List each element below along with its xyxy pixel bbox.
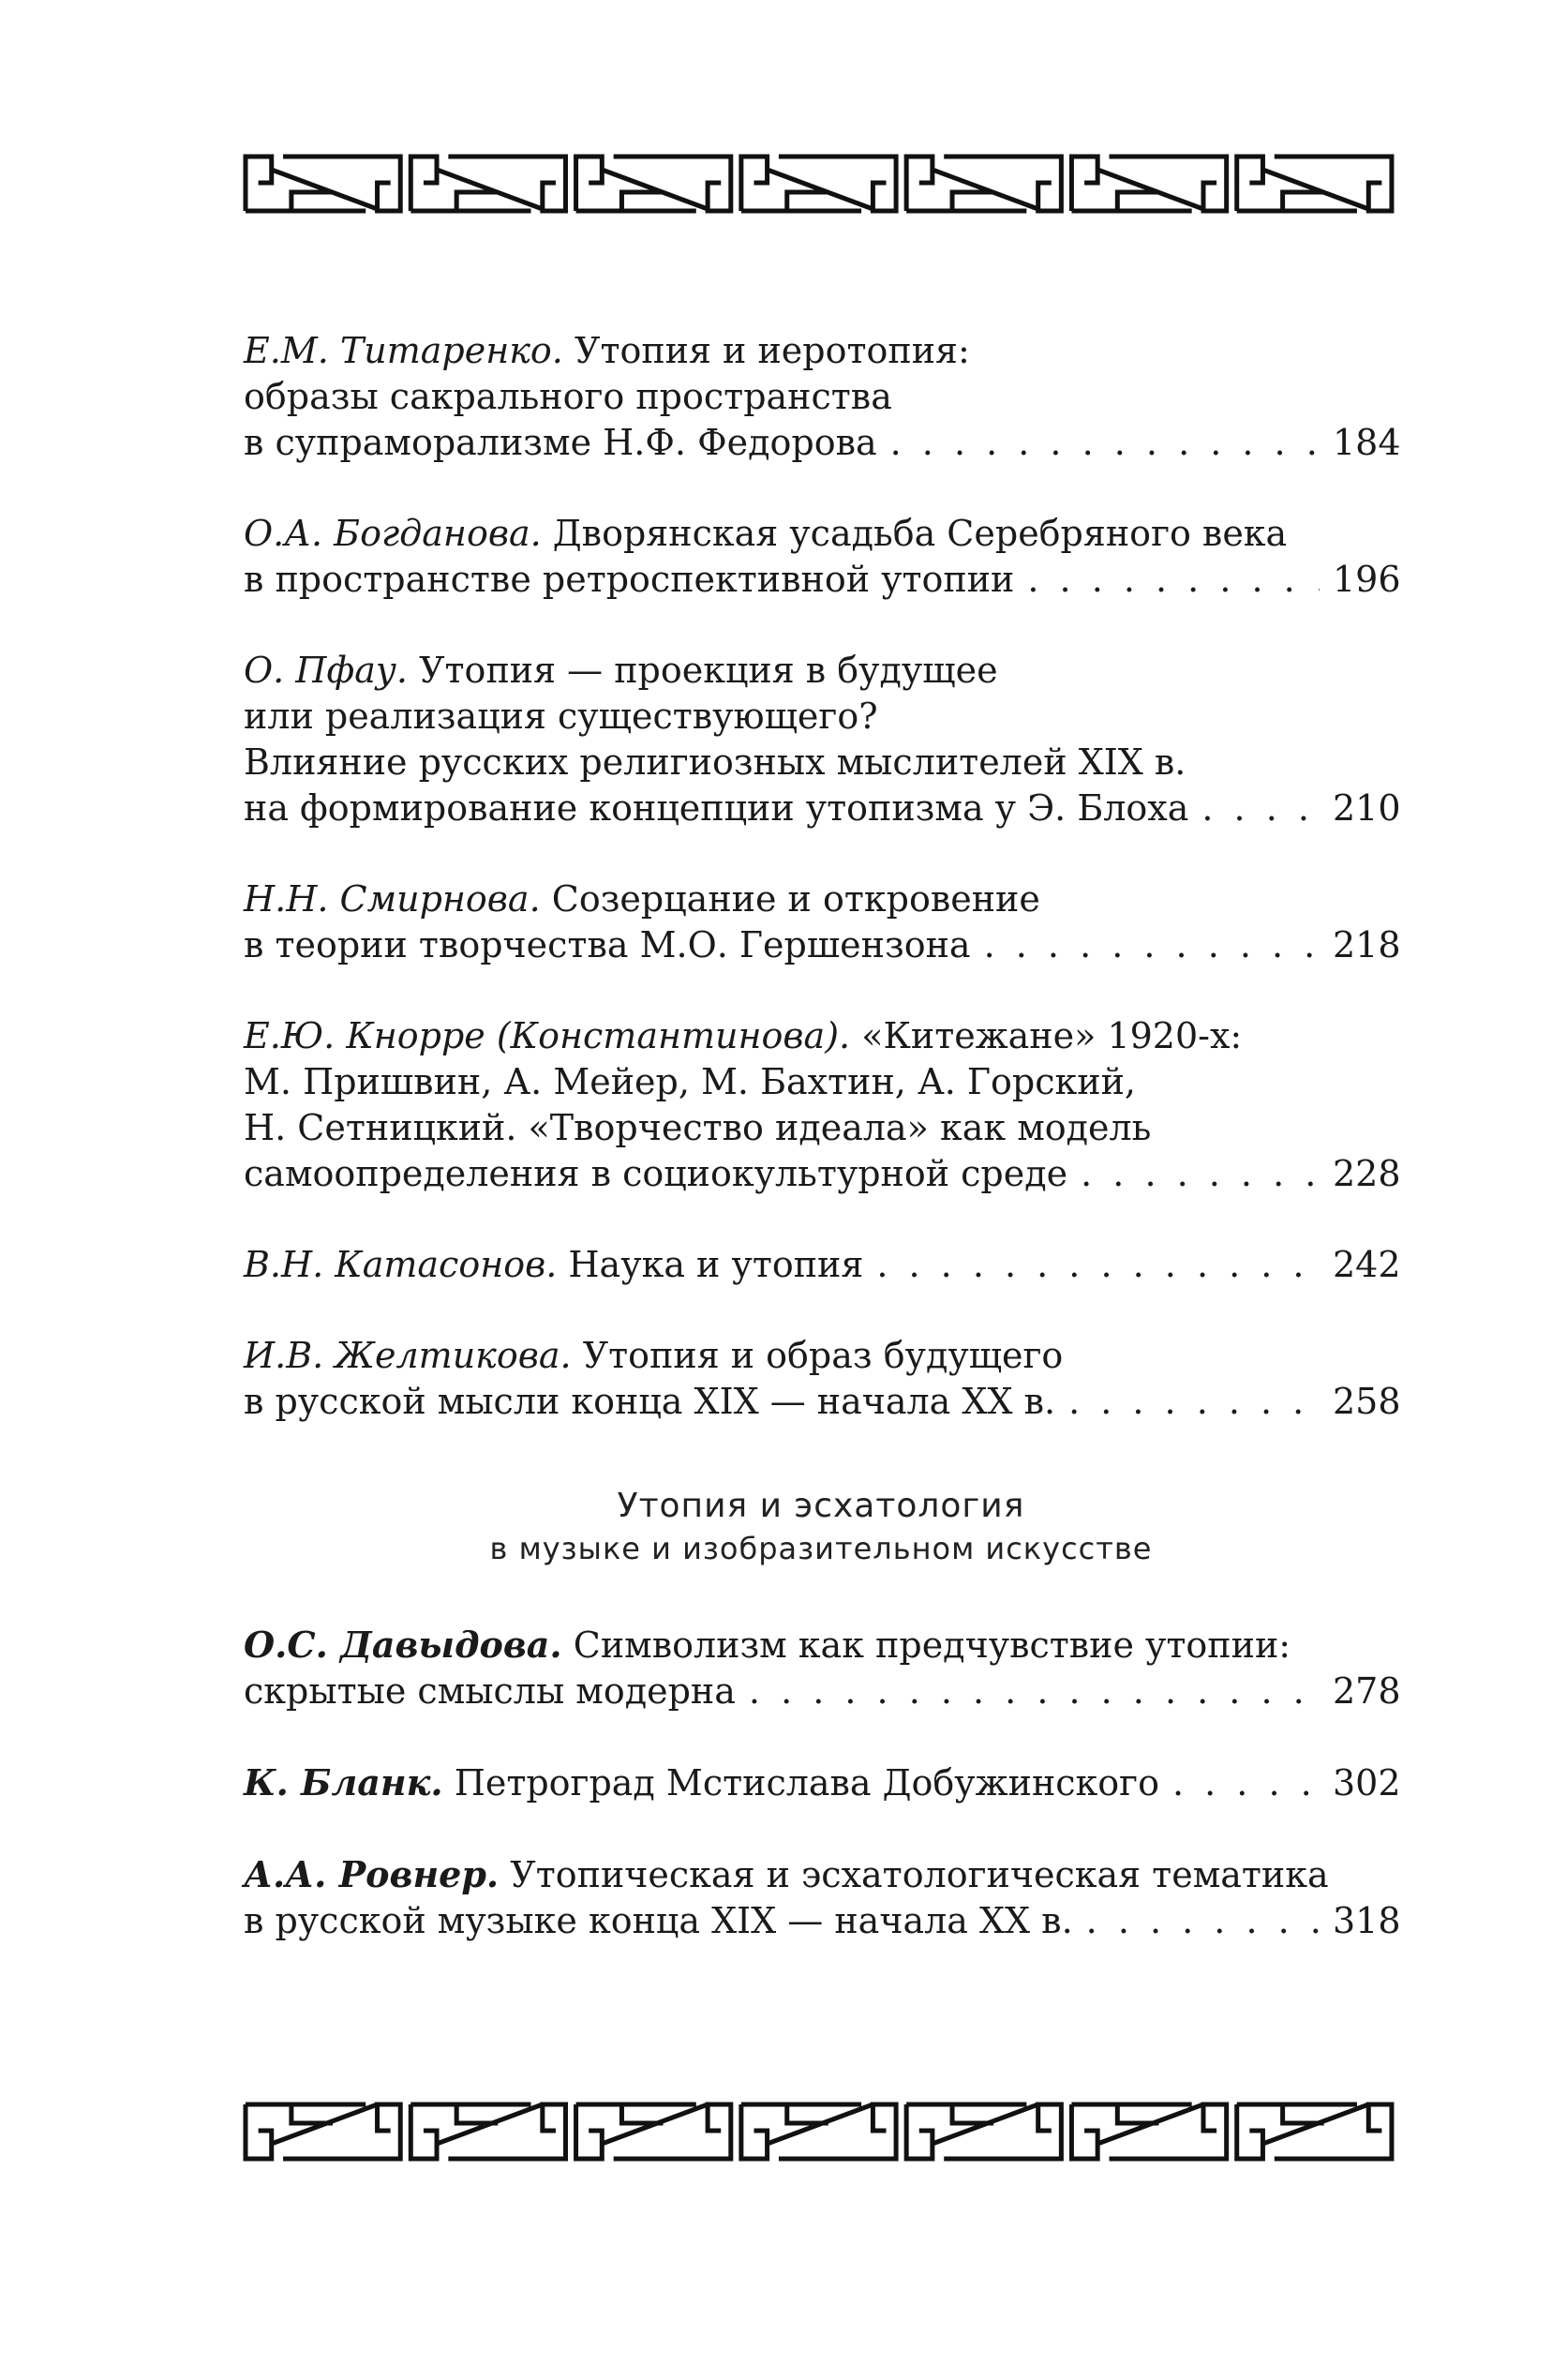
entry-title-line: Утопическая и эсхатологическая тематика [510,1854,1329,1895]
entry-title-line: М. Пришвин, А. Мейер, М. Бахтин, А. Горский, [244,1061,1137,1102]
page-number: 218 [1333,924,1401,965]
page-number: 210 [1333,787,1401,829]
ornament-tile [741,2104,896,2159]
dot-leader [1086,1898,1320,1944]
dot-leader [1068,1379,1320,1425]
entry-title-last-line: Петроград Мстислава Добужинского [454,1762,1159,1804]
ornament-tile [246,2104,400,2159]
entry-title-line: Дворянская усадьба Серебряного века [552,513,1288,554]
toc-entry-titarenko[interactable] [244,328,1401,466]
ornament-bottom-icon [242,2093,1398,2168]
section-heading [244,1485,1398,1569]
page-number: 184 [1333,422,1401,463]
page-number: 258 [1333,1381,1401,1422]
ornament-tile [1071,157,1226,211]
entry-author: А.А. Ровнер. [244,1853,500,1895]
ornament-tile [1237,157,1392,211]
toc-entry-blank[interactable] [244,1759,1401,1806]
entry-title-last-line: в теории творчества М.О. Гершензона [244,924,971,965]
entry-author: К. Бланк. [244,1761,443,1804]
dot-leader [1081,1151,1320,1197]
entry-title-last-line: в супраморализме Н.Ф. Федорова [244,422,877,463]
section-heading-line-2: в музыке и изобразительном искусстве [489,1531,1153,1566]
toc-entry-smirnova[interactable] [244,876,1401,968]
toc-entry-katasonov[interactable] [244,1242,1401,1288]
ornament-top-border [242,145,1398,220]
ornament-tile [1237,2104,1392,2159]
section-heading-line-1: Утопия и эсхатология [617,1487,1025,1525]
dot-leader [1172,1760,1320,1806]
entry-author: Е.М. Титаренко. [244,330,563,371]
page-number: 278 [1333,1670,1401,1712]
entry-author: В.Н. Катасонов. [244,1244,558,1285]
entry-title-line: Утопия — проекция в будущее [419,650,998,691]
entry-title-line: образы сакрального пространства [244,376,892,417]
entry-title-line: Символизм как предчувствие утопии: [573,1624,1291,1666]
toc-entry-rovner[interactable] [244,1851,1401,1944]
ornament-top-icon [242,145,1398,220]
ornament-tile [741,157,896,211]
toc-entry-pfau[interactable] [244,648,1401,831]
entry-title-line: Утопия и иеротопия: [574,330,970,371]
entry-author: Е.Ю. Кнорре (Константинова). [244,1015,851,1056]
dot-leader [749,1669,1320,1714]
entry-title-last-line: самоопределения в социокультурной среде [244,1153,1068,1194]
ornament-tile [906,157,1061,211]
entry-title-line: Влияние русских религиозных мыслителей XIX в. [244,741,1186,783]
entry-author: О.А. Богданова. [244,513,542,554]
ornament-tile [410,2104,565,2159]
page-number: 302 [1333,1762,1401,1804]
entry-title-last-line: в русской мысли конца XIX — начала XX в. [244,1381,1056,1422]
toc-entry-davydova[interactable] [244,1622,1401,1714]
entry-title-last-line: в пространстве ретроспективной утопии [244,559,1015,600]
dot-leader [1201,786,1320,831]
page-number: 196 [1333,559,1401,600]
ornament-tile [906,2104,1061,2159]
entry-title-line: или реализация существующего? [244,696,878,737]
entry-title-line: «Китежане» 1920-х: [861,1015,1243,1056]
ornament-bottom-border [242,2093,1398,2168]
ornament-tile [246,157,400,211]
ornament-tile [410,157,565,211]
entry-title-last-line: на формирование концепции утопизма у Э. Блоха [244,787,1189,829]
page-number: 318 [1333,1900,1401,1941]
dot-leader [1027,557,1320,603]
page-number: 228 [1333,1153,1401,1194]
entry-title-line: Н. Сетницкий. «Творчество идеала» как модель [244,1107,1152,1148]
entry-author: О. Пфау. [244,650,408,691]
entry-title-last-line: скрытые смыслы модерна [244,1670,736,1712]
table-of-contents [244,328,1401,1989]
toc-entry-knorre[interactable] [244,1013,1401,1197]
toc-entry-zheltikova[interactable] [244,1333,1401,1425]
ornament-tile [576,157,731,211]
ornament-tile [576,2104,731,2159]
entry-author: И.В. Желтикова. [244,1335,572,1376]
toc-entry-bogdanova[interactable] [244,511,1401,603]
entry-author: О.С. Давыдова. [244,1624,562,1666]
dot-leader [984,922,1320,968]
ornament-tile [1071,2104,1226,2159]
entry-title-line: Утопия и образ будущего [582,1335,1064,1376]
entry-author: Н.Н. Смирнова. [244,878,541,920]
dot-leader [890,420,1320,466]
entry-title-line: Созерцание и откровение [551,878,1040,920]
page-number: 242 [1333,1244,1401,1285]
dot-leader [876,1242,1320,1288]
entry-title-last-line: Наука и утопия [568,1244,864,1285]
entry-title-last-line: в русской музыке конца XIX — начала XX в. [244,1900,1073,1941]
